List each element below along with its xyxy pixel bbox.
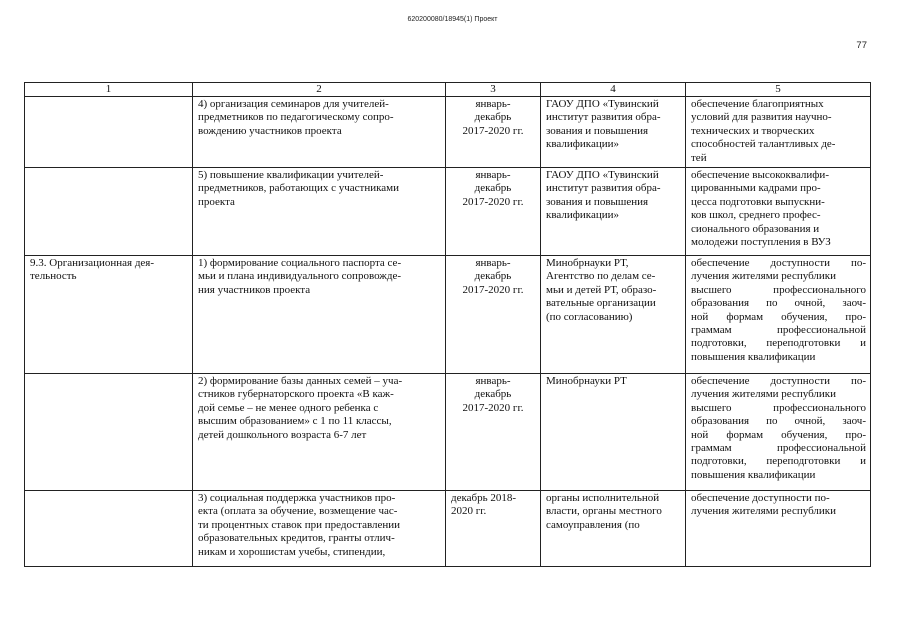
result-line: ной формам обучения, про- — [691, 310, 866, 323]
timeframe-cell: январь- декабрь 2017-2020 гг. — [446, 168, 541, 256]
document-code-header: 620200080/18945(1) Проект — [407, 16, 498, 23]
result-line: подготовки, переподготовки и — [691, 455, 866, 468]
activities-table — [24, 82, 871, 567]
result-line: образования по очной, заоч- — [691, 297, 866, 310]
table-row — [25, 97, 871, 168]
executor-cell: Минобрнауки РТ — [541, 374, 686, 491]
activity-cell: 5) повышение квалификации учителей- предметников, работающих с участниками проекта — [193, 168, 446, 256]
page-number: 77 — [856, 40, 867, 51]
result-line: образования по очной, заоч- — [691, 415, 866, 428]
timeframe-cell: январь- декабрь 2017-2020 гг. — [446, 97, 541, 168]
executor-cell: Минобрнауки РТ, Агентство по делам се- мьи и детей РТ, образо- вательные организации (по согласованию) — [541, 256, 686, 374]
result-line: подготовки, переподготовки и — [691, 337, 866, 350]
executor-cell: ГАОУ ДПО «Тувинский институт развития обра- зования и повышения квалификации» — [541, 97, 686, 168]
result-line: повышения квалификации — [691, 468, 816, 481]
result-line: ной формам обучения, про- — [691, 428, 866, 441]
table-row — [25, 491, 871, 567]
section-cell: 9.3. Организационная дея- тельность — [25, 256, 193, 374]
result-line: высшего профессионального — [691, 401, 866, 414]
section-cell — [25, 491, 193, 567]
result-cell: обеспечение высококвалифи- цированными кадрами про- цесса подготовки выпускни- ков школ, среднего профес- сионального образования и молодежи поступления в ВУЗ — [686, 168, 871, 256]
column-header: 4 — [541, 83, 686, 97]
executor-cell: ГАОУ ДПО «Тувинский институт развития обра- зования и повышения квалификации» — [541, 168, 686, 256]
section-cell — [25, 374, 193, 491]
column-header: 5 — [686, 83, 871, 97]
timeframe-cell: январь- декабрь 2017-2020 гг. — [446, 374, 541, 491]
result-cell: обеспечение благоприятных условий для развития научно- технических и творческих способностей талантливых де- тей — [686, 97, 871, 168]
column-header: 3 — [446, 83, 541, 97]
executor-cell: органы исполнительной власти, органы местного самоуправления (по — [541, 491, 686, 567]
activity-cell: 2) формирование базы данных семей – уча- стников губернаторского проекта «В каж- дой семье – не менее одного ребенка с высшим образованием» с 1 по 11 классы, детей дошкольного возраста 6-7 лет — [193, 374, 446, 491]
result-cell: обеспечение доступности по- лучения жителями республики — [686, 491, 871, 567]
result-line: лучения жителями республики — [691, 388, 837, 401]
result-line: граммам профессиональной — [691, 324, 866, 337]
result-line: повышения квалификации — [691, 350, 816, 363]
section-cell — [25, 168, 193, 256]
result-line: высшего профессионального — [691, 283, 866, 296]
column-header: 2 — [193, 83, 446, 97]
table-row — [25, 256, 871, 374]
result-line: обеспечение доступности по- — [691, 257, 866, 270]
result-cell — [686, 374, 871, 491]
timeframe-cell: декабрь 2018- 2020 гг. — [446, 491, 541, 567]
result-cell — [686, 256, 871, 374]
timeframe-cell: январь- декабрь 2017-2020 гг. — [446, 256, 541, 374]
section-cell — [25, 97, 193, 168]
table-row — [25, 374, 871, 491]
activity-cell: 1) формирование социального паспорта се- мьи и плана индивидуального сопровожде- ния участников проекта — [193, 256, 446, 374]
table-row — [25, 168, 871, 256]
result-line: обеспечение доступности по- — [691, 375, 866, 388]
table-header-row — [25, 83, 871, 97]
activity-cell: 4) организация семинаров для учителей- предметников по педагогическому сопро- вождению участников проекта — [193, 97, 446, 168]
result-line: граммам профессиональной — [691, 442, 866, 455]
column-header: 1 — [25, 83, 193, 97]
activity-cell: 3) социальная поддержка участников про- екта (оплата за обучение, возмещение час- ти процентных ставок при предоставлении образовательных кредитов, гранты отлич- никам и хорошистам учебы, стипендии, — [193, 491, 446, 567]
result-line: лучения жителями республики — [691, 270, 837, 283]
